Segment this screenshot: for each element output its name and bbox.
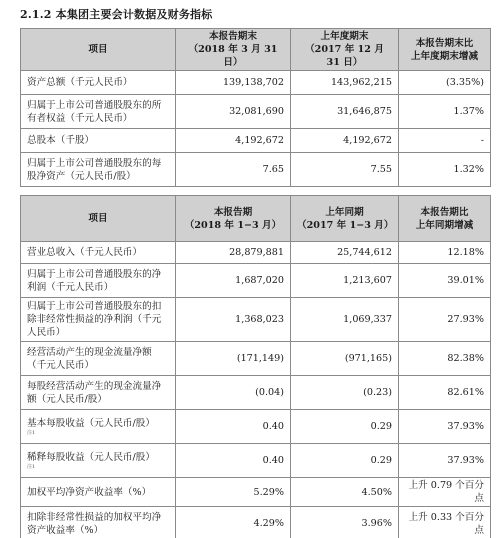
row-label: 经营活动产生的现金流量净额（千元人民币） (21, 342, 176, 376)
column-header: 本报告期末比 上年度期末增减 (399, 29, 491, 71)
cell-value: 0.29 (291, 444, 399, 478)
cell-value: 0.40 (176, 410, 291, 444)
table-row (21, 507, 491, 538)
cell-value: 上升 0.79 个百分点 (399, 478, 491, 507)
cell-value: (3.35%) (399, 71, 491, 95)
table-row (21, 342, 491, 376)
table-row (21, 129, 491, 153)
cell-value: 82.61% (399, 376, 491, 410)
table-row (21, 264, 491, 298)
cell-value: 1,213,607 (291, 264, 399, 298)
column-header: 上年度期末 （2017 年 12 月 31 日） (291, 29, 399, 71)
cell-value: 143,962,215 (291, 71, 399, 95)
row-label: 营业总收入（千元人民币） (21, 242, 176, 264)
cell-value: 0.40 (176, 444, 291, 478)
table-row (21, 444, 491, 478)
cell-value: - (399, 129, 491, 153)
row-label: 扣除非经常性损益的加权平均净资产收益率（%） (21, 507, 176, 538)
cell-value: 1,687,020 (176, 264, 291, 298)
table-header-row (21, 29, 491, 71)
cell-value: 3.96% (291, 507, 399, 538)
cell-value: 4.29% (176, 507, 291, 538)
table-header-row (21, 196, 491, 242)
cell-value: 32,081,690 (176, 95, 291, 129)
row-label: 稀释每股收益（元人民币/股） (27, 452, 155, 463)
row-label: 归属于上市公司普通股股东的净利润（千元人民币） (21, 264, 176, 298)
footnote-marker: 注1 (27, 430, 36, 436)
column-header: 项目 (21, 29, 176, 71)
row-label: 每股经营活动产生的现金流量净额（元人民币/股） (21, 376, 176, 410)
table-row (21, 298, 491, 342)
row-label: 归属于上市公司普通股股东的每股净资产（元人民币/股） (21, 153, 176, 187)
table-row (21, 376, 491, 410)
income-statement-table (20, 195, 491, 538)
cell-value: 上升 0.33 个百分点 (399, 507, 491, 538)
row-label-cell (21, 444, 176, 478)
cell-value: 1,368,023 (176, 298, 291, 342)
cell-value: (0.04) (176, 376, 291, 410)
cell-value: 27.93% (399, 298, 491, 342)
cell-value: 39.01% (399, 264, 491, 298)
row-label: 总股本（千股） (21, 129, 176, 153)
row-label-cell (21, 410, 176, 444)
cell-value: 25,744,612 (291, 242, 399, 264)
cell-value: 1,069,337 (291, 298, 399, 342)
table-row (21, 153, 491, 187)
cell-value: 4.50% (291, 478, 399, 507)
row-label: 资产总额（千元人民币） (21, 71, 176, 95)
cell-value: 1.37% (399, 95, 491, 129)
table-row (21, 242, 491, 264)
table-row (21, 410, 491, 444)
row-label: 归属于上市公司普通股股东的所有者权益（千元人民币） (21, 95, 176, 129)
row-label: 基本每股收益（元人民币/股） (27, 418, 155, 429)
cell-value: 4,192,672 (176, 129, 291, 153)
cell-value: (171,149) (176, 342, 291, 376)
cell-value: 139,138,702 (176, 71, 291, 95)
cell-value: 37.93% (399, 410, 491, 444)
cell-value: (971,165) (291, 342, 399, 376)
cell-value: 82.38% (399, 342, 491, 376)
cell-value: 5.29% (176, 478, 291, 507)
table-row (21, 95, 491, 129)
row-label: 归属于上市公司普通股股东的扣除非经常性损益的净利润（千元人民币） (21, 298, 176, 342)
cell-value: 1.32% (399, 153, 491, 187)
table-row (21, 71, 491, 95)
column-header: 上年同期 （2017 年 1−3 月） (291, 196, 399, 242)
table-row (21, 478, 491, 507)
balance-sheet-table (20, 28, 491, 187)
row-label: 加权平均净资产收益率（%） (21, 478, 176, 507)
cell-value: (0.23) (291, 376, 399, 410)
section-title: 2.1.2 本集团主要会计数据及财务指标 (20, 8, 213, 21)
cell-value: 31,646,875 (291, 95, 399, 129)
cell-value: 7.65 (176, 153, 291, 187)
cell-value: 28,879,881 (176, 242, 291, 264)
cell-value: 12.18% (399, 242, 491, 264)
column-header: 项目 (21, 196, 176, 242)
cell-value: 7.55 (291, 153, 399, 187)
cell-value: 37.93% (399, 444, 491, 478)
cell-value: 0.29 (291, 410, 399, 444)
column-header: 本报告期 （2018 年 1−3 月） (176, 196, 291, 242)
cell-value: 4,192,672 (291, 129, 399, 153)
column-header: 本报告期比 上年同期增减 (399, 196, 491, 242)
footnote-marker: 注1 (27, 464, 36, 470)
column-header: 本报告期末 （2018 年 3 月 31 日） (176, 29, 291, 71)
